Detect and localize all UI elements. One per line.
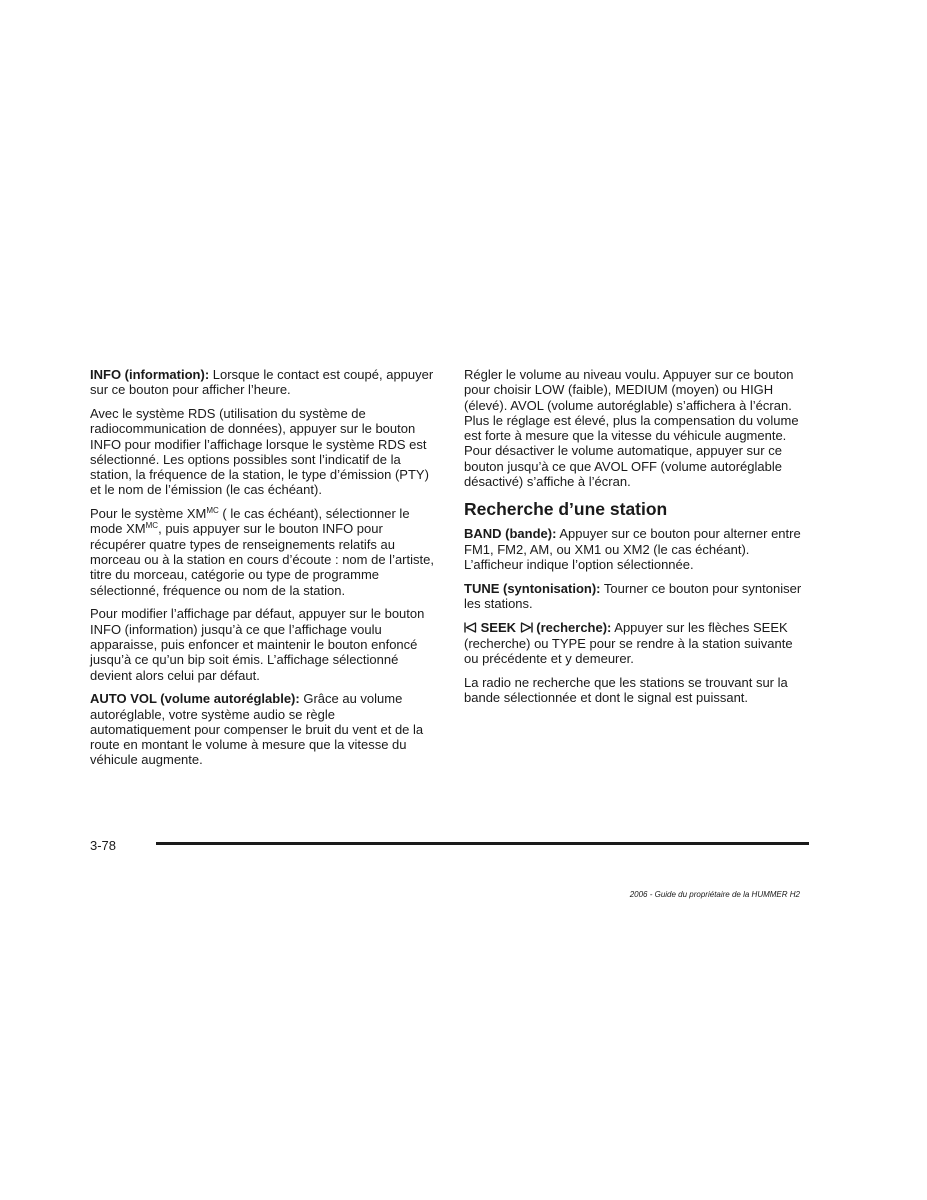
right-column bbox=[464, 367, 810, 714]
page-number: 3-78 bbox=[90, 838, 117, 853]
xm-paragraph bbox=[90, 506, 437, 598]
rds-text: Avec le système RDS (utilisation du système de radiocommunication de données), appuyer sur le bouton INFO pour modifier l’affichage lorsque le système RDS est sélectionné. Les options possibles sont l’indicatif de la station, la fréquence de la station, le type d’émission (PTY) et le nom de l’émission (le cas échéant). bbox=[90, 405, 429, 498]
xm-text-c: , puis appuyer sur le bouton INFO pour récupérer quatre types de renseignements relatifs au morceau ou à la station en cours d’écoute : nom de l’artiste, titre du morceau, catégorie ou type de programme sélectionné, fréquence ou nom de la station. bbox=[90, 521, 434, 598]
xm-trademark-b: MC bbox=[145, 521, 159, 531]
band-paragraph bbox=[464, 526, 810, 572]
tune-text: Tourner ce bouton pour syntoniser les stations. bbox=[464, 580, 802, 611]
auto-vol-lead: AUTO VOL (volume autoréglable): bbox=[90, 691, 300, 707]
band-text: Appuyer sur ce bouton pour alterner entre FM1, FM2, AM, ou XM1 ou XM2 (le cas échéant). L’afficheur indique l’option sélectionnée. bbox=[464, 526, 801, 572]
info-lead: INFO (information): bbox=[90, 367, 210, 382]
seek-back-icon bbox=[464, 621, 477, 636]
auto-vol-paragraph bbox=[90, 691, 437, 767]
auto-vol-text: Grâce au volume autoréglable, votre système audio se règle automatiquement pour compenser le bruit du vent et de la route en montant le volume à mesure que la vitesse du véhicule augmente. bbox=[90, 691, 424, 768]
volume-paragraph bbox=[464, 367, 810, 489]
footer-rule bbox=[156, 842, 809, 845]
xm-trademark-a: MC bbox=[206, 506, 219, 516]
xm-text-a: Pour le système XM bbox=[90, 506, 207, 522]
seek-text: Appuyer sur les flèches SEEK (recherche) ou TYPE pour se rendre à la station suivante ou précédente et y demeurer. bbox=[464, 619, 793, 667]
left-column bbox=[90, 367, 437, 776]
radio-note-text: La radio ne recherche que les stations se trouvant sur la bande sélectionnée et dont le signal est puissant. bbox=[464, 674, 788, 706]
seek-lead: SEEK bbox=[477, 619, 520, 635]
section-heading: Recherche d’une station bbox=[464, 499, 668, 520]
tune-paragraph bbox=[464, 581, 810, 612]
seek-lead-b: (recherche): bbox=[532, 619, 612, 635]
radio-note-paragraph bbox=[464, 675, 810, 706]
info-text: Lorsque le contact est coupé, appuyer sur ce bouton pour afficher l’heure. bbox=[90, 367, 434, 398]
rds-paragraph bbox=[90, 406, 437, 498]
default-display-paragraph bbox=[90, 606, 437, 682]
info-paragraph bbox=[90, 367, 437, 398]
seek-forward-icon bbox=[520, 621, 533, 636]
tune-lead: TUNE (syntonisation): bbox=[464, 580, 601, 596]
default-display-text: Pour modifier l’affichage par défaut, appuyer sur le bouton INFO (information) jusqu’à ce que l’affichage voulu apparaisse, puis enfoncer et maintenir le bouton enfoncé jusqu’à ce qu’un bip soit émis. L’affichage sélectionné devient alors celui par défaut. bbox=[90, 606, 425, 683]
footer-text: 2006 - Guide du propriétaire de la HUMMER H2 bbox=[629, 890, 800, 899]
volume-text: Régler le volume au niveau voulu. Appuyer sur ce bouton pour choisir LOW (faible), MEDIUM (moyen) ou HIGH (élevé). AVOL (volume autoréglable) s’affichera à l’écran. Plus le réglage est élevé, plus la compensation du volume est forte à mesure que la vitesse du véhicule augmente. Pour désactiver le volume automatique, appuyer sur ce bouton jusqu’à ce que AVOL OFF (volume autoréglable désactivé) s’affiche à l’écran. bbox=[464, 367, 799, 490]
seek-paragraph bbox=[464, 620, 810, 667]
xm-text-b: ( le cas échéant), sélectionner le mode XM bbox=[90, 506, 410, 537]
band-lead: BAND (bande): bbox=[464, 526, 557, 542]
